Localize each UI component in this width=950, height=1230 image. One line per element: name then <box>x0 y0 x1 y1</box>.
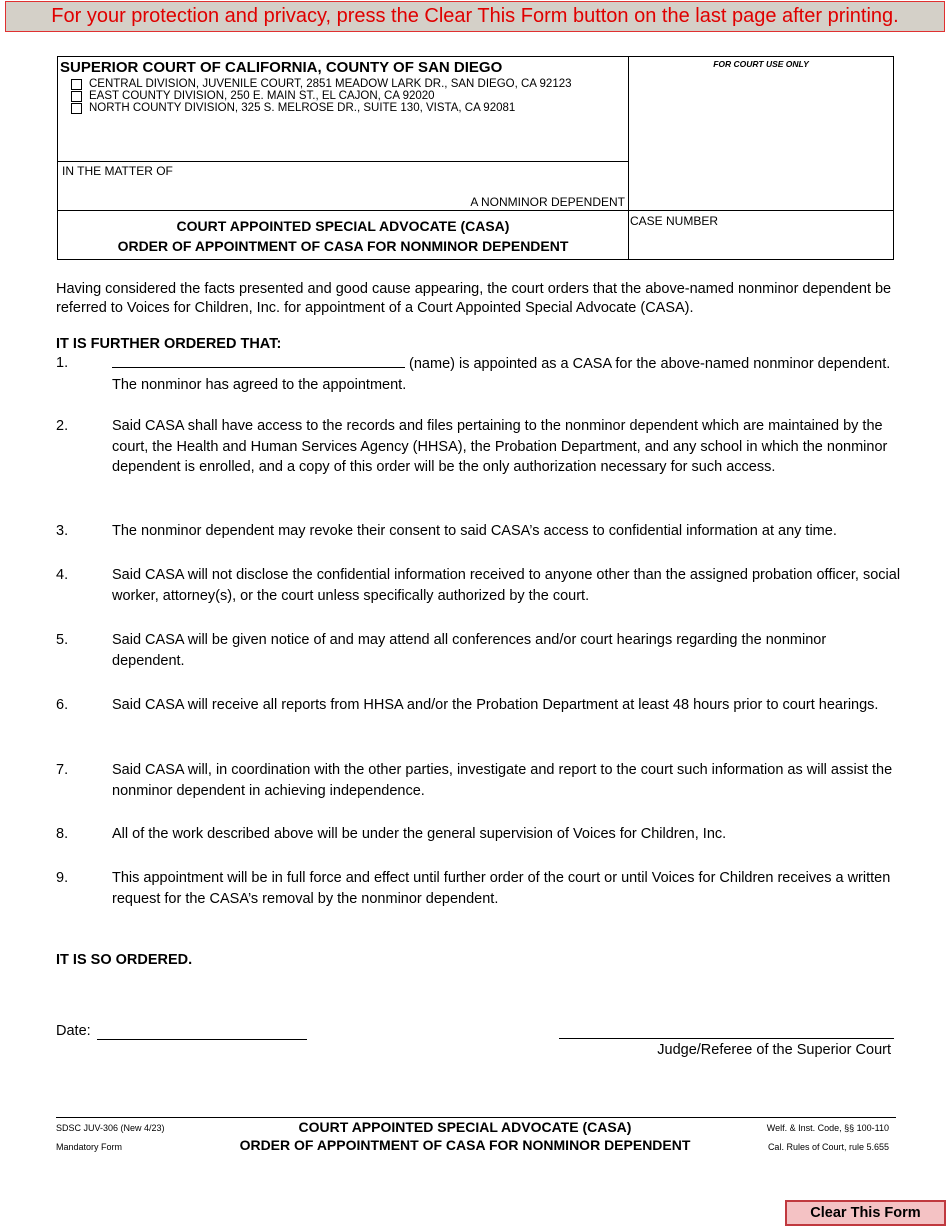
item-number: 9. <box>56 870 69 886</box>
form-title-line2: ORDER OF APPOINTMENT OF CASA FOR NONMINOR DEPENDENT <box>117 238 569 254</box>
division-label: NORTH COUNTY DIVISION, 325 S. MELROSE DR., SUITE 130, VISTA, CA 92081 <box>89 102 516 114</box>
item-number: 8. <box>56 826 69 842</box>
item-number: 4. <box>56 567 69 583</box>
so-ordered: IT IS SO ORDERED. <box>56 952 193 968</box>
item-number: 2. <box>56 418 69 434</box>
mandatory-form-label: Mandatory Form <box>56 1142 123 1152</box>
item-text: Said CASA shall have access to the records and files pertaining to the nonminor dependent which are maintained by the court, the Health and Human Services Agency (HHSA), the Probation Department, and any school in which the nonminor dependent is enrolled, and a copy of this order will be the only authorization necessary for such access. <box>112 418 888 475</box>
judge-label: Judge/Referee of the Superior Court <box>657 1042 891 1058</box>
item-number: 5. <box>56 632 69 648</box>
judge-signature-field[interactable] <box>559 1038 894 1039</box>
division-option <box>71 102 572 114</box>
court-use-label: FOR COURT USE ONLY <box>713 59 809 69</box>
item-text: Said CASA will receive all reports from HHSA and/or the Probation Department at least 48 hours prior to court hearings. <box>112 697 879 713</box>
form-title <box>58 216 628 256</box>
item-text: Said CASA will, in coordination with the other parties, investigate and report to the court such information as will assist the nonminor dependent in achieving independence. <box>112 762 893 799</box>
footer-title-line2: ORDER OF APPOINTMENT OF CASA FOR NONMINOR DEPENDENT <box>239 1137 691 1153</box>
item-text: The nonminor dependent may revoke their consent to said CASA’s access to confidential information at any time. <box>112 523 837 539</box>
item-text-after-blank: (name) is appointed as a CASA for the above-named nonminor dependent. The nonminor has agreed to the appointment. <box>112 356 891 393</box>
form-id: SDSC JUV-306 (New 4/23) <box>56 1123 165 1133</box>
item-number: 3. <box>56 523 69 539</box>
code-reference: Welf. & Inst. Code, §§ 100-110 <box>766 1123 889 1133</box>
item-text <box>112 353 902 395</box>
form-title-line1: COURT APPOINTED SPECIAL ADVOCATE (CASA) <box>176 218 510 234</box>
division-label: EAST COUNTY DIVISION, 250 E. MAIN ST., EL CAJON, CA 92020 <box>89 90 435 102</box>
nonminor-dependent-label: A NONMINOR DEPENDENT <box>470 195 625 209</box>
date-field[interactable] <box>97 1039 307 1040</box>
date-label: Date: <box>56 1023 91 1039</box>
intro-paragraph: Having considered the facts presented and good cause appearing, the court orders that the above-named nonminor dependent be referred to Voices for Children, Inc. for appointment of a Court Appointed Special Advocate (CASA). <box>56 281 892 316</box>
casa-name-field[interactable] <box>112 353 405 368</box>
divider <box>628 57 629 259</box>
north-county-division-checkbox[interactable] <box>71 103 82 114</box>
rule-reference: Cal. Rules of Court, rule 5.655 <box>767 1142 889 1152</box>
division-label: CENTRAL DIVISION, JUVENILE COURT, 2851 MEADOW LARK DR., SAN DIEGO, CA 92123 <box>89 78 572 90</box>
division-list <box>71 78 572 114</box>
privacy-banner: For your protection and privacy, press the Clear This Form button on the last page after printing. <box>5 1 945 32</box>
item-text: Said CASA will be given notice of and may attend all conferences and/or court hearings regarding the nonminor dependent. <box>112 632 827 669</box>
item-number: 1. <box>56 355 69 371</box>
item-number: 6. <box>56 697 69 713</box>
clear-form-button[interactable]: Clear This Form <box>785 1200 946 1226</box>
divider <box>58 161 629 162</box>
east-county-division-checkbox[interactable] <box>71 91 82 102</box>
footer-title <box>190 1118 740 1154</box>
further-ordered-heading: IT IS FURTHER ORDERED THAT: <box>56 336 282 352</box>
central-division-checkbox[interactable] <box>71 79 82 90</box>
division-option <box>71 78 572 90</box>
division-option <box>71 90 572 102</box>
item-text: This appointment will be in full force and effect until further order of the court or until Voices for Children receives a written request for the CASA’s removal by the nonminor dependent. <box>112 870 891 907</box>
caption-box <box>57 56 894 260</box>
footer-title-line1: COURT APPOINTED SPECIAL ADVOCATE (CASA) <box>298 1119 632 1135</box>
case-number-label: CASE NUMBER <box>630 214 719 228</box>
in-the-matter-of-label: IN THE MATTER OF <box>62 164 173 178</box>
item-text: Said CASA will not disclose the confidential information received to anyone other than the assigned probation officer, social worker, attorney(s), or the court unless specifically authorized by the court. <box>112 567 901 604</box>
court-name: SUPERIOR COURT OF CALIFORNIA, COUNTY OF SAN DIEGO <box>60 59 503 76</box>
item-text: All of the work described above will be under the general supervision of Voices for Children, Inc. <box>112 826 727 842</box>
divider <box>58 210 893 211</box>
item-number: 7. <box>56 762 69 778</box>
